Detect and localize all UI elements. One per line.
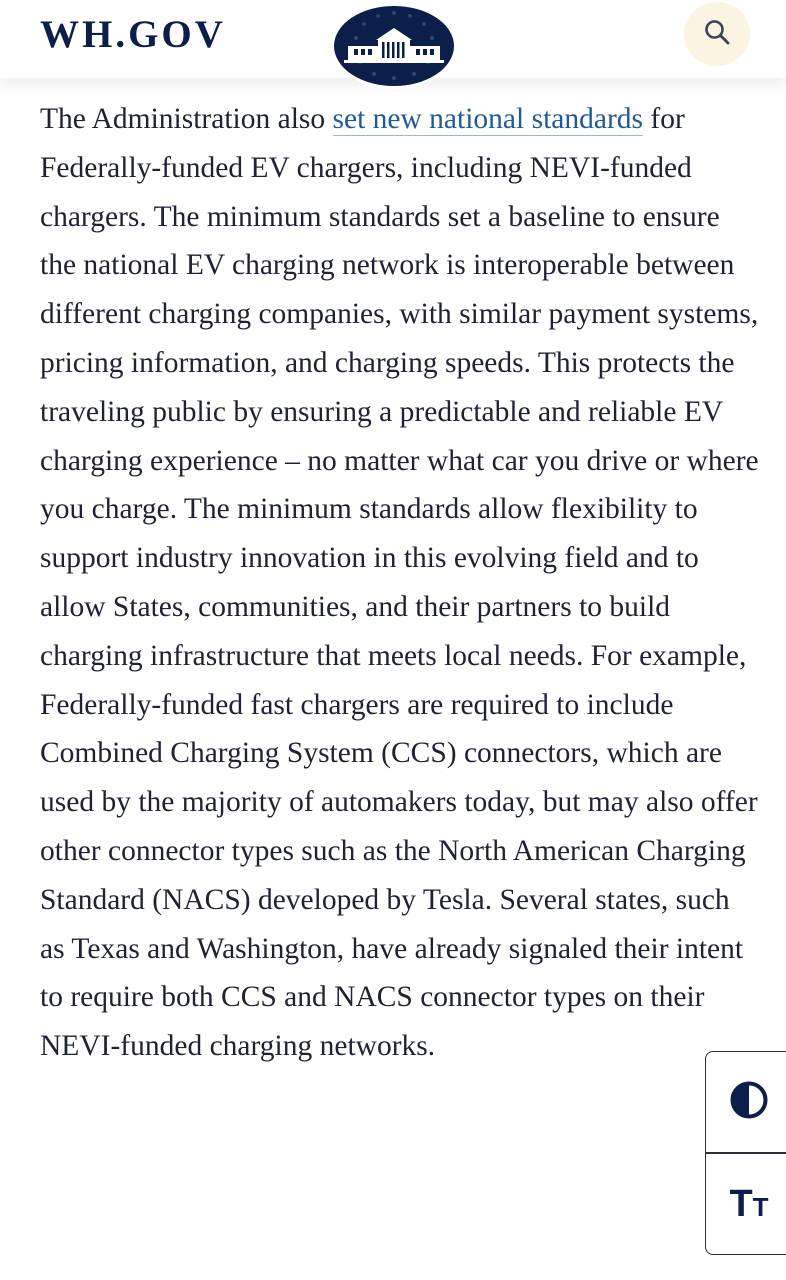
text-size-button[interactable] [706,1154,786,1254]
paragraph-lead-text: The Administration also [40,103,333,135]
white-house-seal-icon[interactable] [330,2,458,90]
article-body [40,95,760,1071]
site-logo-text[interactable]: WH.GOV [40,13,226,56]
article-paragraph [40,95,760,1071]
search-icon [703,18,731,51]
search-button[interactable] [684,2,750,66]
contrast-icon [729,1080,769,1125]
national-standards-link[interactable]: set new national standards [332,103,644,135]
paragraph-body-text: for Federally-funded EV chargers, including NEVI-funded chargers. The minimum standards set a baseline to ensure the national EV charging network is interoperable between different charging companies, with similar payment systems, pricing information, and charging speeds. This protects the traveling public by ensuring a predictable and reliable EV charging experience – no matter what car you drive or where you charge. The minimum standards allow flexibility to support industry innovation in this evolving field and to allow States, communities, and their partners to build charging infrastructure that meets local needs. For example, Federally-funded fast chargers are required to include Combined Charging System (CCS) connectors, which are used by the majority of automakers today, but may also offer other connector types such as the North American Charging Standard (NACS) developed by Tesla. Several states, such as Texas and Washington, have already signaled their intent to require both CCS and NACS connector types on their NEVI-funded charging networks. [40,103,759,1063]
contrast-toggle-button[interactable] [706,1052,786,1152]
text-size-icon: TT [729,1183,769,1225]
site-header [0,0,786,78]
accessibility-toolbar [705,1051,786,1255]
